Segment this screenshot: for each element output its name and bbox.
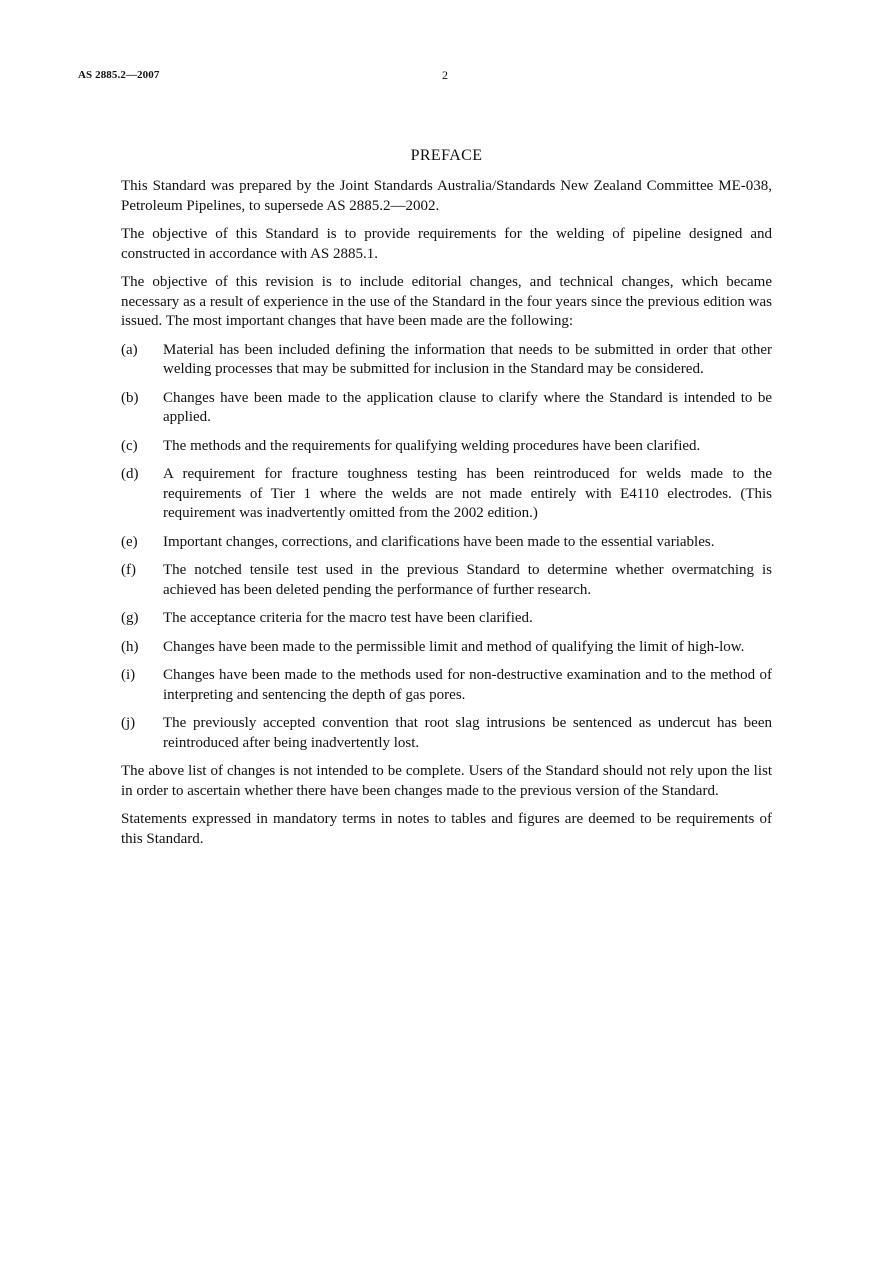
changes-list [121, 341, 772, 754]
change-item-label: (c) [121, 437, 138, 454]
change-item [121, 437, 772, 457]
change-item-text: The previously accepted convention that root slag intrusions be sentenced as undercut has been reintroduced after being inadvertently lost. [163, 715, 772, 751]
change-item-label: (i) [121, 667, 136, 683]
change-item-text: Material has been included defining the information that needs to be submitted in order that other welding processes that may be submitted for inclusion in the Standard may be considered. [163, 341, 772, 377]
change-item-text: The methods and the requirements for qualifying welding procedures have been clarified. [163, 437, 701, 454]
change-item-text: The notched tensile test used in the previous Standard to determine whether overmatching is achieved has been deleted pending the performance of further research. [163, 562, 772, 598]
change-item [121, 609, 772, 629]
change-item-label: (a) [121, 341, 138, 358]
change-item-label: (h) [121, 638, 139, 655]
change-item-text: The acceptance criteria for the macro test have been clarified. [163, 610, 533, 626]
running-header-code: AS 2885.2—2007 [78, 69, 160, 81]
change-item [121, 389, 772, 428]
change-item [121, 533, 772, 553]
change-item-label: (j) [121, 715, 136, 731]
preface-paragraph: The objective of this Standard is to provide requirements for the welding of pipeline designed and constructed in accordance with AS 2885.1. [121, 226, 772, 262]
change-item [121, 714, 772, 753]
change-item-text: Changes have been made to the permissible limit and method of qualifying the limit of high-low. [163, 638, 745, 655]
preface-paragraph: The above list of changes is not intended to be complete. Users of the Standard should not rely upon the list in order to ascertain whether there have been changes made to the previous version of the Standard. [121, 763, 772, 799]
change-item [121, 638, 772, 658]
change-item-label: (f) [121, 562, 136, 578]
change-item-text: Changes have been made to the application clause to clarify where the Standard is intended to be applied. [163, 389, 772, 425]
page-number: 2 [442, 68, 448, 82]
change-item-text: Important changes, corrections, and clarifications have been made to the essential variables. [163, 533, 715, 550]
change-item-label: (d) [121, 466, 139, 482]
preface-paragraph: The objective of this revision is to include editorial changes, and technical changes, which became necessary as a result of experience in the use of the Standard in the four years since the previous edition was issued. The most important changes that have been made are the following: [121, 274, 772, 329]
preface-title: PREFACE [410, 147, 483, 164]
change-item-text: Changes have been made to the methods used for non-destructive examination and to the method of interpreting and sentencing the depth of gas pores. [163, 667, 772, 703]
change-item [121, 465, 772, 524]
change-item [121, 666, 772, 705]
change-item-label: (e) [121, 533, 138, 550]
preface-section [121, 146, 772, 858]
change-item-label: (g) [121, 610, 139, 626]
preface-paragraph: This Standard was prepared by the Joint Standards Australia/Standards New Zealand Committee ME-038, Petroleum Pipelines, to supersede AS 2885.2—2002. [121, 178, 772, 214]
preface-paragraph: Statements expressed in mandatory terms in notes to tables and figures are deemed to be requirements of this Standard. [121, 811, 772, 847]
change-item [121, 341, 772, 380]
change-item-label: (b) [121, 389, 139, 406]
change-item [121, 561, 772, 600]
change-item-text: A requirement for fracture toughness testing has been reintroduced for welds made to the requirements of Tier 1 where the welds are not made entirely with E4110 electrodes. (This requirement was inadvertently omitted from the 2002 edition.) [163, 466, 772, 521]
